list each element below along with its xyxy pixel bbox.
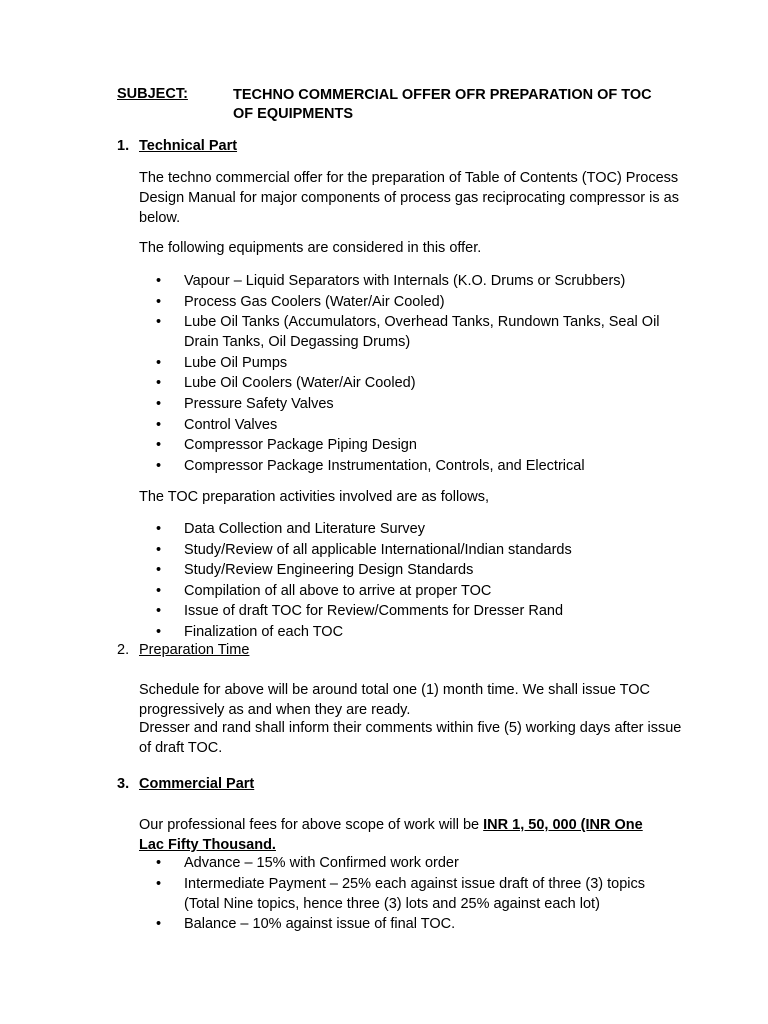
equipment-item-text: Pressure Safety Valves — [184, 395, 334, 412]
bullet-icon: • — [156, 354, 162, 371]
equipment-item — [139, 435, 684, 455]
payment-item — [139, 853, 684, 873]
bullet-icon: • — [156, 416, 162, 433]
bullet-icon: • — [156, 293, 162, 310]
equipment-item — [139, 456, 684, 476]
technical-intro-paragraph: The techno commercial offer for the preparation of Table of Contents (TOC) Process Design Manual for major components of process gas reciprocating compressor is as below. — [139, 170, 679, 226]
bullet-icon: • — [156, 855, 162, 871]
activity-item — [139, 581, 684, 601]
equipment-item — [139, 373, 684, 393]
activity-item-text: Issue of draft TOC for Review/Comments for Dresser Rand — [184, 603, 564, 620]
activity-item-text: Study/Review of all applicable International/Indian standards — [184, 541, 572, 558]
activity-item — [139, 601, 684, 621]
activity-item — [139, 560, 684, 580]
bullet-icon: • — [156, 375, 162, 392]
schedule-paragraph: Schedule for above will be around total one (1) month time. We shall issue TOC progressively as and when they are ready. — [139, 682, 650, 718]
payment-item-text: Advance – 15% with Confirmed work order — [184, 855, 459, 871]
activities-list — [139, 519, 684, 643]
activity-item-text: Compilation of all above to arrive at proper TOC — [184, 582, 492, 599]
equipment-item — [139, 415, 684, 435]
bullet-icon: • — [156, 395, 162, 412]
section-number: 1. — [117, 138, 130, 154]
bullet-icon: • — [156, 457, 162, 474]
payment-item-text: Balance – 10% against issue of final TOC. — [184, 916, 456, 933]
comments-paragraph: Dresser and rand shall inform their comments within five (5) working days after issue of draft TOC. — [139, 720, 682, 756]
equipments-list — [139, 271, 684, 476]
equipment-item — [139, 312, 684, 352]
activity-item-text: Data Collection and Literature Survey — [184, 521, 425, 537]
section-title: Technical Part — [139, 138, 238, 154]
bullet-icon: • — [156, 916, 162, 933]
fees-prefix: Our professional fees for above scope of work will be — [139, 817, 484, 833]
equipment-item — [139, 353, 684, 373]
payment-item — [139, 874, 684, 914]
section-title: Commercial Part — [139, 776, 255, 792]
equipment-item-text: Control Valves — [184, 416, 278, 433]
payment-item-text: Intermediate Payment – 25% each against issue draft of three (3) topics (Total Nine topics, hence three (3) lots and 25% against each lot) — [184, 875, 646, 912]
equipment-item-text: Vapour – Liquid Separators with Internals (K.O. Drums or Scrubbers) — [184, 273, 626, 289]
bullet-icon: • — [156, 314, 162, 331]
equipment-item — [139, 394, 684, 414]
equipment-item-text: Lube Oil Coolers (Water/Air Cooled) — [184, 375, 416, 392]
equipment-item-text: Lube Oil Tanks (Accumulators, Overhead Tanks, Rundown Tanks, Seal Oil Drain Tanks, Oil Degassing Drums) — [184, 314, 660, 351]
payments-list — [139, 853, 684, 935]
activity-item — [139, 519, 684, 539]
fees-paragraph — [139, 815, 659, 855]
bullet-icon: • — [156, 875, 162, 892]
equipment-item — [139, 271, 684, 291]
payment-item — [139, 914, 684, 934]
equipment-item-text: Compressor Package Instrumentation, Controls, and Electrical — [184, 457, 585, 474]
subject-label: SUBJECT: — [117, 86, 188, 102]
equipments-intro-paragraph: The following equipments are considered in this offer. — [139, 240, 482, 256]
subject-text: TECHNO COMMERCIAL OFFER OFR PREPARATION OF TOC OF EQUIPMENTS — [233, 87, 652, 122]
activity-item-text: Finalization of each TOC — [184, 623, 344, 640]
section-title: Preparation Time — [139, 642, 250, 658]
equipment-item-text: Lube Oil Pumps — [184, 354, 288, 371]
bullet-icon: • — [156, 562, 162, 579]
bullet-icon: • — [156, 273, 162, 289]
equipment-item-text: Process Gas Coolers (Water/Air Cooled) — [184, 293, 445, 310]
bullet-icon: • — [156, 623, 162, 640]
bullet-icon: • — [156, 603, 162, 620]
activity-item-text: Study/Review Engineering Design Standards — [184, 562, 474, 579]
activity-item — [139, 540, 684, 560]
bullet-icon: • — [156, 437, 162, 454]
fees-amount: INR 1, 50, 000 (INR One Lac Fifty Thousand. — [139, 817, 643, 853]
bullet-icon: • — [156, 541, 162, 558]
bullet-icon: • — [156, 521, 162, 537]
equipment-item-text: Compressor Package Piping Design — [184, 437, 417, 454]
equipment-item — [139, 292, 684, 312]
section-number: 3. — [117, 776, 130, 792]
activities-intro-paragraph: The TOC preparation activities involved are as follows, — [139, 489, 490, 505]
bullet-icon: • — [156, 582, 162, 599]
activity-item — [139, 622, 684, 642]
section-number: 2. — [117, 642, 130, 658]
